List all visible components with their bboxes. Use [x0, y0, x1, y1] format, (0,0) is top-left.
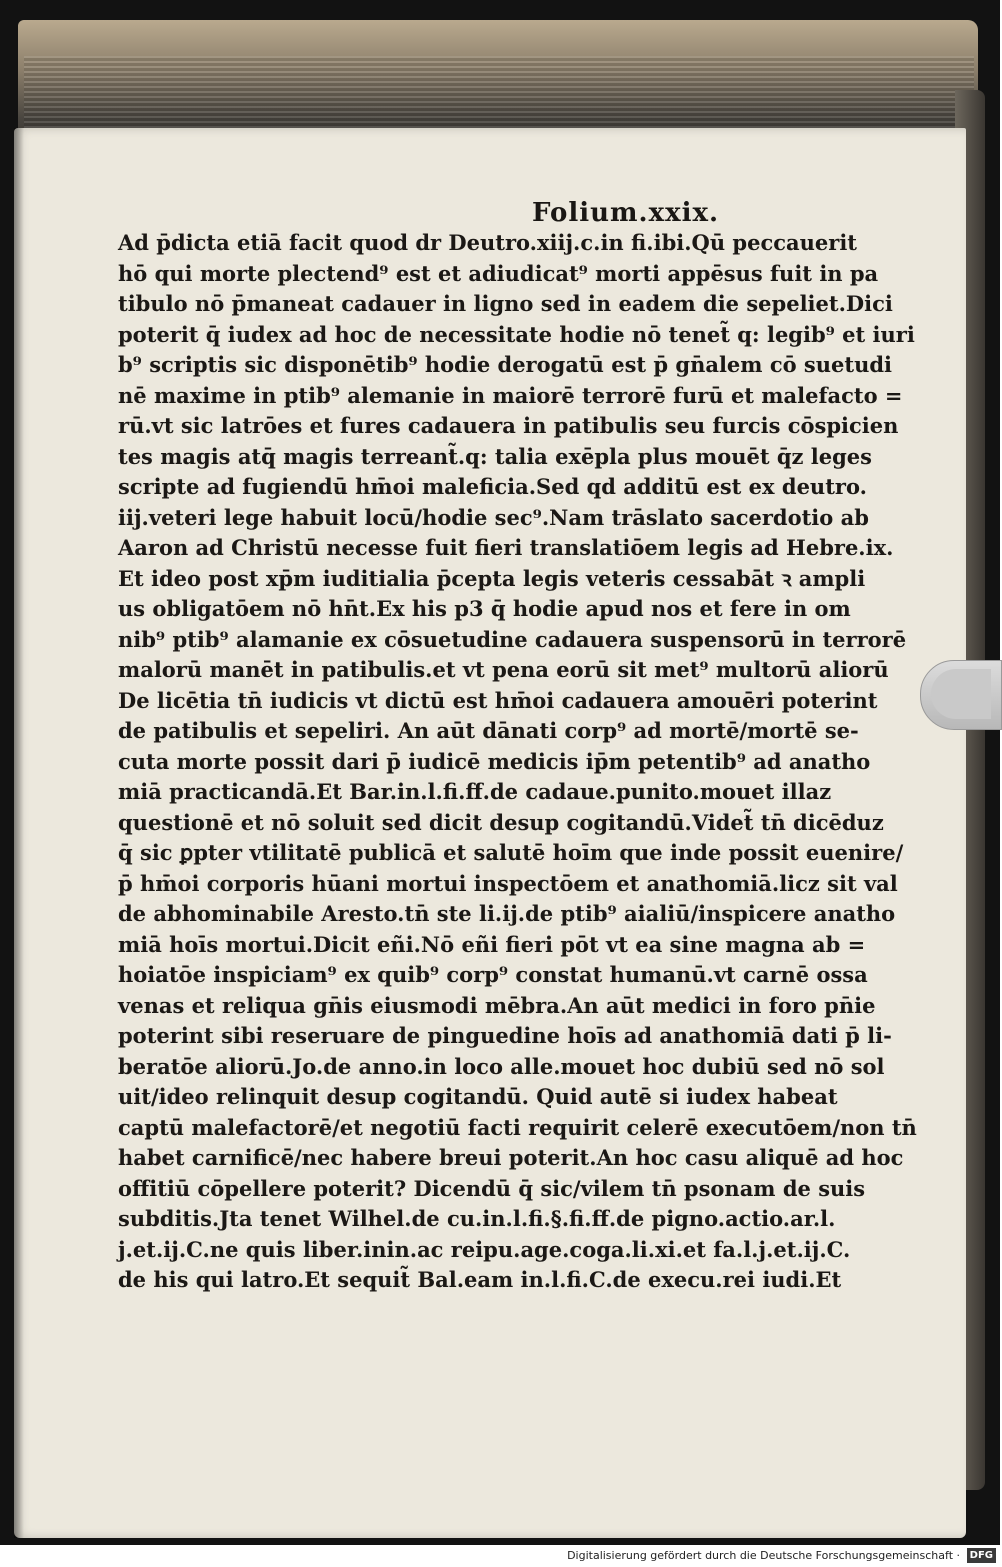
- text-line: venas et reliqua gn̄is eiusmodi mēbra.An aūt medici in foro pn̄ie: [118, 992, 876, 1018]
- text-line: iij.veteri lege habuit locū/hodie sec⁹.Nam trāslato sacerdotio ab: [118, 504, 869, 530]
- text-line: subditis.Jta tenet Wilhel.de cu.in.l.fi.§.fi.ff.de pigno.actio.ar.l.: [118, 1206, 836, 1231]
- folio-heading: Folium.xxix.: [532, 198, 720, 228]
- text-line: rū.vt sic latrōes et fures cadauera in patibulis seu furcis cōspicien: [118, 413, 899, 438]
- text-block: [118, 228, 917, 1296]
- text-line: uit/ideo relinquit desup cogitandū. Quid autē si iudex habeat: [118, 1084, 838, 1109]
- text-line: cuta morte possit dari p̄ iudicē medicis ip̄m petentib⁹ ad anatho: [118, 748, 871, 774]
- text-line: de abhominabile Aresto.tn̄ ste li.ij.de ptib⁹ aialiū/inspicere anatho: [118, 901, 896, 926]
- text-line: poterit q̄ iudex ad hoc de necessitate hodie nō tenet̃ q: legib⁹ et iuri: [118, 321, 915, 347]
- text-line: poterint sibi reseruare de pinguedine hoīs ad anathomiā dati p̄ li-: [118, 1023, 892, 1048]
- text-line: offitiū cōpellere poterit? Dicendū q̄ sic/vilem tn̄ psonam de suis: [118, 1175, 866, 1201]
- text-line: p̄ hm̄oi corporis hūani mortui inspectōem et anathomiā.licz sit val: [118, 870, 898, 896]
- page-clip-inner: [931, 669, 991, 719]
- text-line: de patibulis et sepeliri. An aūt dānati corp⁹ ad mortē/mortē se-: [118, 718, 859, 743]
- text-line: tes magis atq̄ magis terreant̃.q: talia exēpla plus mouēt q̄z leges: [118, 443, 872, 469]
- text-line: miā hoīs mortui.Dicit eñi.Nō eñi fieri pōt vt ea sine magna ab =: [118, 931, 866, 957]
- footer-bar: [0, 1545, 1000, 1567]
- text-line: beratōe aliorū.Jo.de anno.in loco alle.mouet hoc dubiū sed nō sol: [118, 1053, 885, 1079]
- text-line: q̄ sic ꝑpter vtilitatē publicā et salutē hoīm que inde possit euenire/: [118, 840, 904, 865]
- funding-notice: Digitalisierung gefördert durch die Deutsche Forschungsgemeinschaft ·: [567, 1549, 960, 1562]
- text-line: j.et.ij.C.ne quis liber.inin.ac reipu.age.coga.li.xi.et fa.l.j.et.ij.C.: [118, 1236, 851, 1262]
- text-line: captū malefactorē/et negotiū facti requirit celerē executōem/non tn̄: [118, 1114, 917, 1140]
- dfg-logo: DFG: [967, 1548, 996, 1563]
- text-line: tibulo nō p̄maneat cadauer in ligno sed in eadem die sepeliet.Dici: [118, 291, 893, 316]
- text-line: De licētia tn̄ iudicis vt dictū est hm̄oi cadauera amouēri poterint: [118, 687, 878, 713]
- text-line: habet carnificē/nec habere breui poterit.An hoc casu aliquē ad hoc: [118, 1145, 904, 1170]
- text-line: de his qui latro.Et sequit̃ Bal.eam in.l.fi.C.de execu.rei iudi.Et: [118, 1267, 842, 1292]
- book-page: [14, 128, 966, 1538]
- text-line: scripte ad fugiendū hm̄oi maleficia.Sed qd additū est ex deutro.: [118, 474, 867, 499]
- text-line: questionē et nō soluit sed dicit desup cogitandū.Videt̃ tn̄ dicēduz: [118, 809, 884, 835]
- text-line: miā practicandā.Et Bar.in.l.fi.ff.de cadaue.punito.mouet illaz: [118, 779, 832, 804]
- text-line: hoiatōe inspiciam⁹ ex quib⁹ corp⁹ constat humanū.vt carnē ossa: [118, 962, 868, 987]
- page-edges: [24, 56, 974, 136]
- text-line: malorū manēt in patibulis.et vt pena eorū sit met⁹ multorū aliorū: [118, 657, 889, 682]
- text-line: hō qui morte plectend⁹ est et adiudicat⁹ morti appēsus fuit in pa: [118, 260, 879, 286]
- page-clip: [920, 660, 1002, 730]
- text-line: us obligatōem nō hn̄t.Ex his p3 q̄ hodie apud nos et fere in om: [118, 596, 851, 621]
- text-line: b⁹ scriptis sic disponētib⁹ hodie derogatū est p̄ gn̄alem cō suetudi: [118, 352, 893, 377]
- text-line: Ad p̄dicta etiā facit quod dr Deutro.xiij.c.in fi.ibi.Qū peccauerit: [118, 230, 858, 255]
- text-line: nib⁹ ptib⁹ alamanie ex cōsuetudine cadauera suspensorū in terrorē: [118, 626, 907, 652]
- text-line: Aaron ad Christū necesse fuit fieri translatiōem legis ad Hebre.ix.: [118, 535, 894, 560]
- gutter-shadow: [14, 128, 24, 1538]
- text-line: Et ideo post xp̄m iuditialia p̄cepta legis veteris cessabāt ꝛ ampli: [118, 565, 866, 591]
- text-line: nē maxime in ptib⁹ alemanie in maiorē terrorē furū et malefacto =: [118, 382, 903, 408]
